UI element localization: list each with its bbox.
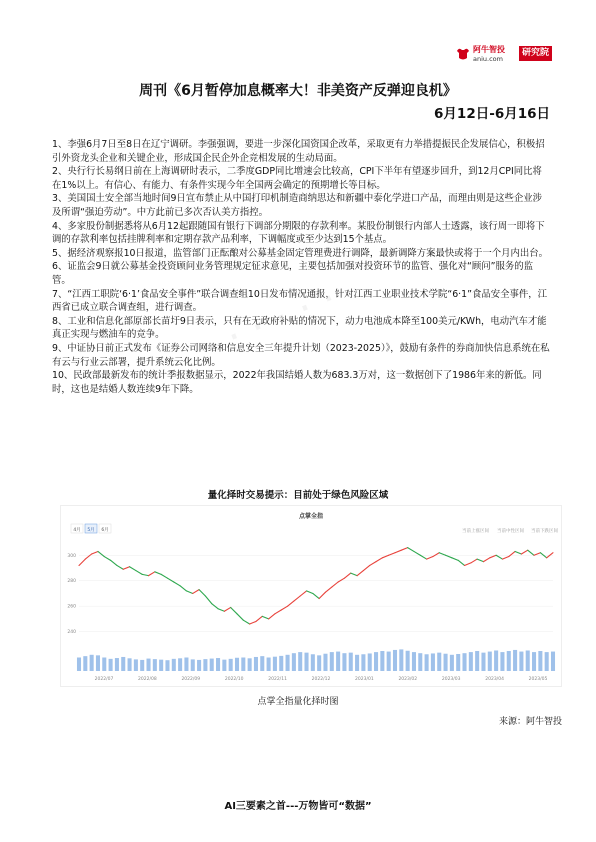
x-axis-ticks bbox=[95, 676, 548, 682]
volume-bar bbox=[191, 659, 195, 671]
volume-bar bbox=[469, 652, 473, 671]
x-tick-label: 2023/01 bbox=[355, 677, 374, 682]
volume-bar bbox=[172, 659, 176, 671]
price-segment bbox=[332, 582, 338, 587]
price-segment bbox=[351, 573, 357, 576]
volume-bar bbox=[267, 658, 271, 672]
volume-bar bbox=[216, 658, 220, 671]
price-segment bbox=[490, 555, 496, 558]
volume-bar bbox=[178, 658, 182, 671]
x-tick-label: 2023/03 bbox=[441, 677, 461, 682]
volume-bar bbox=[260, 656, 264, 671]
price-segment bbox=[458, 560, 464, 565]
news-item-9: 9、中证协日前正式发布《证券公司网络和信息安全三年提升计划（2023-2025）》，鼓励有条件的券商加快信息系统在私有云与行业云部署，提升系统云化比例。 bbox=[52, 342, 550, 368]
volume-bar bbox=[90, 655, 94, 671]
price-segment bbox=[338, 578, 344, 582]
volume-bar bbox=[273, 657, 277, 671]
volume-bar bbox=[437, 653, 441, 671]
x-tick-label: 2022/10 bbox=[224, 677, 244, 682]
date-range: 6月12日-6月16日 bbox=[434, 106, 550, 122]
price-segment bbox=[186, 591, 192, 594]
volume-bar bbox=[374, 652, 378, 671]
price-segment bbox=[243, 620, 249, 624]
x-tick-label: 2023/04 bbox=[485, 677, 504, 682]
price-segment bbox=[401, 548, 407, 551]
news-item-5: 5、据经济观察报10日报道，监管部门正酝酿对公募基金固定管理费进行调降，最新调降方案最快或将于一个月内出台。 bbox=[52, 247, 549, 259]
volume-bar bbox=[406, 651, 410, 671]
volume-bar bbox=[425, 654, 429, 671]
price-segment bbox=[389, 553, 395, 556]
volume-bar bbox=[355, 655, 359, 671]
price-segment bbox=[446, 555, 452, 558]
news-item-7: 7、“江西工职院‘6·1’食品安全事件”联合调查组10日发布情况通报，针对江西工业职业技术学院“6·1”食品安全事件，江西省已成立联合调查组，进行调查。 bbox=[52, 288, 547, 314]
volume-bar bbox=[184, 658, 188, 672]
price-segment bbox=[357, 571, 363, 576]
y-tick-label: 280 bbox=[67, 579, 76, 585]
y-axis-ticks bbox=[67, 553, 76, 635]
price-segment bbox=[123, 567, 129, 570]
price-segment bbox=[218, 609, 224, 612]
x-tick-label: 2022/08 bbox=[138, 677, 157, 682]
volume-bar bbox=[102, 658, 106, 672]
news-item-3: 3、美国国土安全部当地时间9日宣布禁止从中国打印机制造商纳思达和新疆中泰化学进口产品，而理由则是这些企业涉及所谓“强迫劳动”。中方此前已多次否认美方指控。 bbox=[52, 193, 543, 218]
x-tick-label: 2022/07 bbox=[94, 677, 114, 682]
page-title: 周刊《6月暂停加息概率大！非美资产反弹迎良机》 bbox=[139, 83, 457, 99]
watermark: · · · · · · bbox=[196, 275, 344, 371]
page-footer: AI三要素之首---万物皆可“数据” bbox=[224, 801, 372, 812]
price-segment bbox=[427, 557, 433, 560]
price-segment bbox=[521, 550, 527, 554]
price-segment bbox=[149, 572, 155, 576]
news-item-2: 2、央行行长易纲日前在上海调研时表示，二季度GDP同比增速会比较高，CPI下半年有望逐步回升，到12月CPI同比将在1%以上。有信心、有能力、有条件实现今年全国两会确定的预期增长等目标。 bbox=[52, 166, 542, 191]
price-segment bbox=[180, 586, 186, 591]
y-tick-label: 260 bbox=[67, 604, 76, 610]
volume-bar bbox=[342, 653, 346, 671]
price-segment bbox=[319, 592, 325, 598]
volume-bar bbox=[115, 658, 119, 671]
price-segment bbox=[452, 558, 458, 561]
volume-bar bbox=[311, 654, 315, 671]
volume-bar bbox=[488, 652, 492, 671]
volume-bar bbox=[248, 658, 252, 671]
volume-bar bbox=[330, 652, 334, 671]
volume-bar bbox=[140, 660, 144, 671]
price-segment bbox=[155, 572, 161, 575]
legend-neutral: 当前中性区间 bbox=[497, 529, 524, 534]
price-segment bbox=[269, 614, 275, 619]
price-segment bbox=[344, 573, 350, 578]
volume-bar bbox=[317, 655, 321, 671]
price-segment bbox=[471, 559, 477, 563]
source-note: 来源：阿牛智投 bbox=[498, 717, 562, 727]
price-segment bbox=[79, 559, 85, 565]
volume-bar bbox=[519, 652, 523, 671]
price-segment bbox=[262, 616, 268, 619]
volume-bar bbox=[538, 651, 542, 671]
tab-5m-label: 5月 bbox=[87, 528, 95, 533]
volume-bar bbox=[418, 653, 422, 671]
price-segment bbox=[515, 551, 521, 554]
price-segment bbox=[534, 553, 540, 556]
tab-4m-label: 4月 bbox=[73, 528, 81, 533]
price-segment bbox=[414, 551, 420, 555]
volume-bar bbox=[210, 659, 214, 671]
news-list bbox=[52, 138, 550, 396]
tab-6m-label: 6月 bbox=[101, 528, 109, 533]
volume-bar bbox=[551, 652, 555, 671]
logo-badge: 研究院 bbox=[519, 46, 552, 61]
volume-bar bbox=[336, 652, 340, 671]
volume-bar bbox=[229, 659, 233, 671]
legend-up: 当前上涨区间 bbox=[462, 529, 489, 534]
logo-name: 阿牛智投 bbox=[473, 45, 505, 54]
volume-bar bbox=[146, 659, 150, 671]
price-segment bbox=[250, 621, 256, 624]
y-tick-label: 300 bbox=[67, 553, 76, 559]
volume-bar bbox=[444, 654, 448, 671]
price-segment bbox=[85, 554, 91, 559]
volume-bar bbox=[368, 653, 372, 671]
volume-bar bbox=[412, 652, 416, 671]
volume-bar bbox=[197, 660, 201, 671]
volume-bar bbox=[475, 651, 479, 671]
price-segment bbox=[224, 607, 230, 611]
price-segment bbox=[174, 582, 180, 586]
volume-bar bbox=[77, 658, 81, 672]
price-segment bbox=[98, 551, 104, 556]
news-item-10: 10、民政部最新发布的统计季报数据显示，2022年我国结婚人数为683.3万对，这一数据创下了1986年来的新低。同时，这也是结婚人数连续9年下降。 bbox=[52, 370, 542, 395]
volume-bar bbox=[481, 653, 485, 671]
brand-logo bbox=[455, 44, 563, 68]
price-segment bbox=[395, 550, 401, 553]
chart-title: 点掌全指 bbox=[298, 513, 324, 520]
price-segment bbox=[502, 557, 508, 560]
price-segment bbox=[300, 591, 306, 596]
news-item-4: 4、多家股份制据悉将从6月12起跟随国有银行下调部分期限的存款利率。某股份制银行内部人士透露，该行周一即将下调的存款利率包括挂牌利率和定期存款产品利率，下调幅度或至少达到15个基点。 bbox=[52, 220, 545, 246]
price-segment bbox=[294, 596, 300, 601]
price-segment bbox=[363, 565, 369, 570]
volume-bar bbox=[286, 655, 290, 671]
volume-bar bbox=[380, 651, 384, 671]
volume-bar bbox=[165, 660, 169, 671]
price-segment bbox=[307, 591, 313, 594]
volume-bar bbox=[532, 652, 536, 671]
price-segment bbox=[376, 558, 382, 562]
volume-bar bbox=[121, 657, 125, 671]
quant-timing-chart bbox=[61, 506, 561, 686]
x-tick-label: 2022/12 bbox=[311, 677, 331, 682]
price-segment bbox=[104, 557, 110, 561]
volume-bar bbox=[393, 650, 397, 671]
volume-bar bbox=[292, 653, 296, 671]
price-segment bbox=[509, 551, 515, 556]
chart-legend bbox=[462, 527, 558, 534]
volume-bar bbox=[235, 658, 239, 671]
price-segment bbox=[420, 555, 426, 559]
volume-bar bbox=[254, 657, 258, 671]
news-item-8: 8、工业和信息化部原部长苗圩9日表示，只有在无政府补贴的情况下，动力电池成本降至100美元/KWh，电动汽车才能真正实现与燃油车的竞争。 bbox=[52, 315, 547, 341]
volume-bar bbox=[298, 652, 302, 671]
price-segment bbox=[325, 587, 331, 592]
price-segment bbox=[256, 616, 262, 621]
price-segment bbox=[370, 562, 376, 566]
volume-bar bbox=[431, 653, 435, 671]
price-segment bbox=[199, 590, 205, 596]
price-segment bbox=[142, 574, 148, 575]
chart-section-title: 量化择时交易提示：目前处于绿色风险区域 bbox=[207, 490, 389, 501]
volume-bar bbox=[456, 654, 460, 671]
price-segment bbox=[111, 560, 117, 565]
volume-bar bbox=[153, 659, 157, 671]
price-segment bbox=[382, 555, 388, 558]
volume-bar bbox=[222, 660, 226, 671]
price-segment bbox=[465, 563, 471, 566]
x-tick-label: 2023/02 bbox=[398, 677, 418, 682]
price-segment bbox=[528, 550, 534, 555]
price-segment bbox=[231, 607, 237, 613]
volume-bar bbox=[399, 649, 403, 671]
price-segment bbox=[281, 606, 287, 610]
volume-bar bbox=[279, 656, 283, 671]
bull-logo-icon bbox=[455, 46, 471, 62]
volume-bar bbox=[109, 659, 113, 671]
volume-bar bbox=[526, 650, 530, 671]
price-segment bbox=[92, 551, 98, 554]
volume-bars bbox=[77, 649, 555, 671]
volume-bar bbox=[159, 660, 163, 671]
volume-bar bbox=[450, 655, 454, 671]
volume-bar bbox=[387, 652, 391, 671]
price-segment bbox=[408, 548, 414, 552]
volume-bar bbox=[203, 659, 207, 671]
volume-bar bbox=[241, 658, 245, 672]
chart-panel bbox=[60, 505, 562, 687]
news-item-6: 6、证监会9日就公募基金投资顾问业务管理规定征求意见，主要包括加强对投资环节的监管、强化对“顾问”服务的监管。 bbox=[52, 261, 534, 286]
volume-bar bbox=[513, 650, 517, 671]
volume-bar bbox=[304, 653, 308, 671]
period-tabs bbox=[71, 524, 111, 533]
volume-bar bbox=[128, 658, 132, 671]
price-segment bbox=[496, 555, 502, 559]
logo-url: aniu.com bbox=[473, 55, 503, 63]
volume-bar bbox=[361, 654, 365, 671]
volume-bar bbox=[494, 650, 498, 671]
volume-bar bbox=[134, 659, 138, 671]
price-segment bbox=[117, 565, 123, 569]
price-segment bbox=[477, 559, 483, 562]
volume-bar bbox=[500, 652, 504, 671]
y-tick-label: 240 bbox=[67, 630, 76, 636]
volume-bar bbox=[545, 652, 549, 671]
legend-down: 当前下跌区间 bbox=[531, 529, 558, 534]
price-segment bbox=[237, 614, 243, 620]
price-segment bbox=[433, 553, 439, 557]
volume-bar bbox=[507, 651, 511, 671]
volume-bar bbox=[462, 653, 466, 671]
price-segment bbox=[275, 610, 281, 614]
x-tick-label: 2022/11 bbox=[268, 677, 287, 682]
price-segment bbox=[439, 553, 445, 556]
volume-bar bbox=[323, 654, 327, 671]
price-segment bbox=[313, 593, 319, 598]
price-segment bbox=[205, 596, 211, 604]
grid-lines bbox=[79, 555, 553, 631]
price-line bbox=[79, 548, 553, 624]
news-item-1: 1、李强6月7日至8日在辽宁调研。李强强调，要进一步深化国资国企改革，采取更有力举措提振民企发展信心，积极招引外资龙头企业和关键企业，形成国企民企外企竞相发展的生动局面。 bbox=[52, 139, 545, 164]
volume-bar bbox=[349, 653, 353, 671]
chart-caption: 点掌全指量化择时图 bbox=[257, 697, 339, 707]
price-segment bbox=[136, 571, 142, 575]
price-segment bbox=[130, 567, 136, 571]
price-segment bbox=[288, 601, 294, 606]
price-segment bbox=[161, 574, 167, 578]
x-tick-label: 2023/05 bbox=[528, 677, 548, 682]
price-segment bbox=[483, 558, 489, 562]
price-segment bbox=[167, 578, 173, 582]
x-tick-label: 2022/09 bbox=[181, 677, 201, 682]
volume-bar bbox=[83, 656, 87, 671]
volume-bar bbox=[96, 655, 100, 671]
price-segment bbox=[193, 590, 199, 594]
